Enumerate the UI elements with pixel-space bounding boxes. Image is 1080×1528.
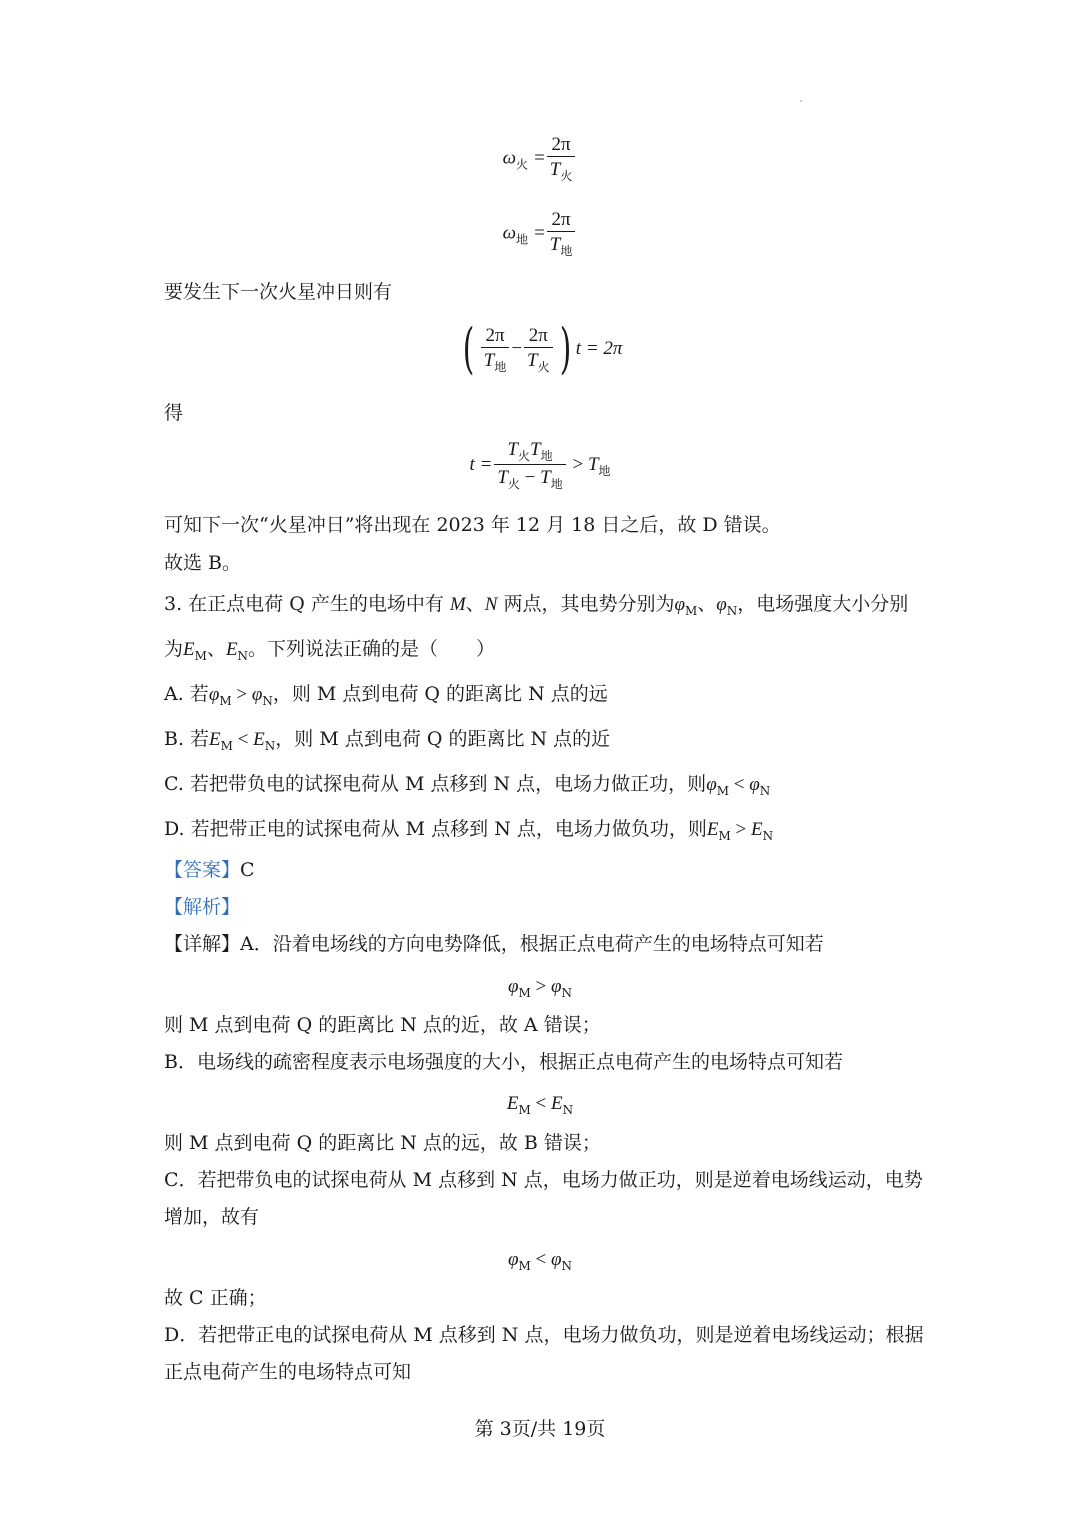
page-footer: 第 3页/共 19页	[474, 1418, 606, 1440]
detail-d-text-2: 正点电荷产生的电场特点可知	[164, 1361, 412, 1383]
text-de: 得	[164, 402, 184, 424]
option-b: B. 若$E_M < E_N$，则 M 点到电荷 Q 的距离比 N 点的近	[164, 728, 611, 753]
detail-c-text-1: C．若把带负电的试探电荷从 M 点移到 N 点，电场力做正功，则是逆着电场线运动，电势	[164, 1169, 923, 1191]
text-conclusion-d: 可知下一次“火星冲日”将出现在 2023 年 12 月 18 日之后，故 D 错误。	[164, 514, 781, 536]
detail-a-text: 【详解】A．沿着电场线的方向电势降低，根据正点电荷产生的电场特点可知若	[164, 933, 824, 955]
speck	[800, 100, 802, 102]
detail-b-text: B．电场线的疏密程度表示电场强度的大小，根据正点电荷产生的电场特点可知若	[164, 1051, 843, 1073]
question-3-line-2: 为$E_M$、$E_N$。下列说法正确的是（ ）	[164, 638, 496, 663]
text-choose-b: 故选 B。	[164, 552, 242, 574]
equation-opposition-condition: ( $\frac{2\pi}{T_地}$ − $\frac{2\pi}{T_火}$ ) t = 2π	[462, 317, 623, 380]
detail-a-conclusion: 则 M 点到电荷 Q 的距离比 N 点的近，故 A 错误；	[164, 1014, 601, 1036]
answer-value: C	[240, 859, 255, 881]
equation-omega-earth: $\omega_地$ = $\frac{2\pi}{T_地}$	[0, 210, 1080, 257]
analysis-label: 【解析】	[164, 896, 241, 918]
fraction: $\frac{2\pi}{T_火}$	[547, 135, 576, 182]
text-next-opposition: 要发生下一次火星冲日则有	[164, 281, 393, 303]
detail-c-text-2: 增加，故有	[164, 1206, 260, 1228]
detail-b-conclusion: 则 M 点到电荷 Q 的距离比 N 点的远，故 B 错误；	[164, 1132, 601, 1154]
answer-line	[164, 861, 255, 880]
equation-e-lt: $E_M < E_N$	[506, 1093, 574, 1117]
detail-c-conclusion: 故 C 正确；	[164, 1287, 267, 1309]
detail-d-text-1: D．若把带正电的试探电荷从 M 点移到 N 点，电场力做负功，则是逆着电场线运动；根据	[164, 1324, 924, 1346]
fraction: $\frac{2\pi}{T_地}$	[547, 210, 576, 257]
question-3-line-1: 3. 在正点电荷 Q 产生的电场中有 M、N 两点，其电势分别为$\varphi_M$、$\varphi_N$，电场强度大小分别	[164, 593, 909, 618]
equation-phi-lt: $\varphi_M < \varphi_N$	[507, 1249, 573, 1273]
option-a: A. 若$\varphi_M > \varphi_N$，则 M 点到电荷 Q 的距离比 N 点的远	[164, 683, 608, 708]
option-d: D. 若把带正电的试探电荷从 M 点移到 N 点，电场力做负功，则$E_M > E_N$	[164, 818, 774, 843]
equation-phi-gt: $\varphi_M > \varphi_N$	[507, 976, 573, 1000]
equation-time-result: t = $\frac{T_火T_地}{T_火 - T_地}$ > $T_地$	[469, 439, 611, 491]
option-c: C. 若把带负电的试探电荷从 M 点移到 N 点，电场力做正功，则$\varphi_M < \varphi_N$	[164, 773, 771, 798]
answer-label: 【答案】	[164, 859, 241, 881]
equation-omega-mars: $\omega_火$ = $\frac{2\pi}{T_火}$	[0, 135, 1080, 182]
